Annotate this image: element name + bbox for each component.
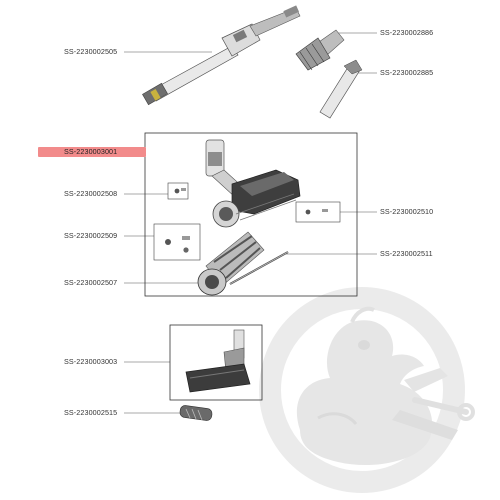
end-cap-illustration (198, 269, 226, 295)
part-hit-2885[interactable] (318, 58, 364, 120)
screw-card-2508 (168, 183, 188, 199)
duck-logo-watermark (270, 298, 473, 482)
part-hit-3001[interactable] (200, 138, 304, 228)
mini-roller-illustration (179, 405, 212, 421)
part-label-2509[interactable]: SS-2230002509 (64, 231, 118, 240)
part-label-2511[interactable]: SS-2230002511 (380, 249, 433, 258)
screw-card-2509 (154, 224, 200, 260)
part-label-2886[interactable]: SS-2230002886 (380, 28, 434, 37)
part-label-2507[interactable]: SS-2230002507 (64, 278, 118, 287)
part-hit-2505[interactable] (142, 6, 302, 102)
part-label-2515[interactable]: SS-2230002515 (64, 408, 118, 417)
part-label-3003[interactable]: SS-2230003003 (64, 357, 118, 366)
part-label-2510[interactable]: SS-2230002510 (380, 207, 434, 216)
part-label-2505[interactable]: SS-2230002505 (64, 47, 118, 56)
part-label-2885[interactable]: SS-2230002885 (380, 68, 434, 77)
part-label-3001-highlighted[interactable]: SS-2230003001 (38, 147, 146, 157)
mini-brush-illustration (186, 330, 250, 392)
part-label-2508[interactable]: SS-2230002508 (64, 189, 118, 198)
